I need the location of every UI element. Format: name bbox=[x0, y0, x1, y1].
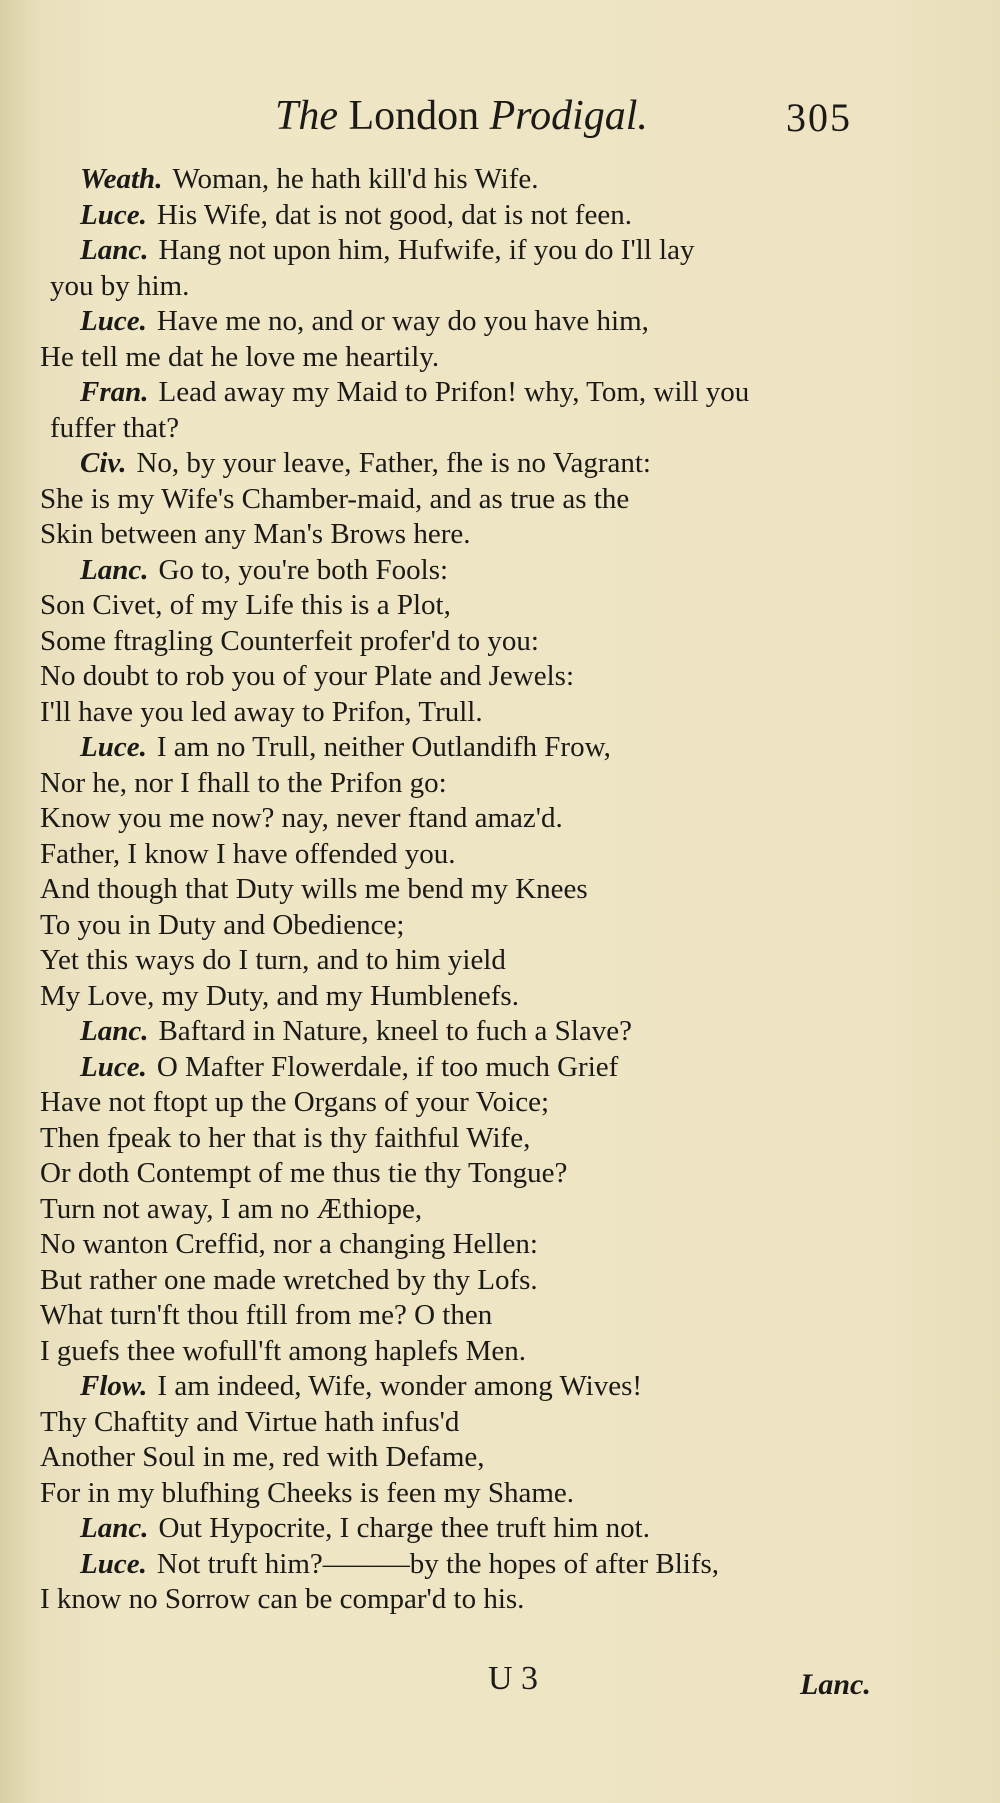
verse-line bbox=[0, 837, 1000, 873]
verse-line bbox=[0, 766, 1000, 802]
line-text: And though that Duty wills me bend my Knees bbox=[40, 873, 588, 905]
speech-line bbox=[0, 162, 1000, 198]
speaker-name: Fran. bbox=[80, 376, 149, 408]
line-text: you by him. bbox=[50, 269, 190, 302]
line-text: Know you me now? nay, never ftand amaz'd. bbox=[40, 802, 563, 834]
line-text: I am indeed, Wife, wonder among Wives! bbox=[157, 1370, 643, 1402]
speaker-name: Luce. bbox=[80, 305, 147, 337]
verse-line bbox=[0, 482, 1000, 518]
line-text: Then fpeak to her that is thy faithful Wife, bbox=[40, 1121, 531, 1154]
line-text: Have not ftopt up the Organs of your Voice; bbox=[40, 1086, 550, 1118]
page-number: 305 bbox=[786, 95, 852, 140]
speech-line bbox=[0, 446, 1000, 482]
verse-line bbox=[0, 1156, 1000, 1192]
verse-line bbox=[0, 411, 1000, 447]
verse-line bbox=[0, 269, 1000, 305]
running-title bbox=[275, 92, 648, 140]
verse-line bbox=[0, 979, 1000, 1015]
line-text: I am no Trull, neither Outlandifh Frow, bbox=[156, 731, 611, 763]
speaker-name: Lanc. bbox=[80, 234, 149, 266]
line-text: Some ftragling Counterfeit profer'd to you: bbox=[40, 624, 539, 657]
line-text: Or doth Contempt of me thus tie thy Tongue? bbox=[40, 1157, 568, 1189]
line-text: I know no Sorrow can be compar'd to his. bbox=[40, 1583, 525, 1615]
play-text bbox=[0, 162, 1000, 1618]
speaker-name: Luce. bbox=[80, 198, 147, 231]
line-text: Nor he, nor I fhall to the Prifon go: bbox=[40, 766, 447, 799]
speech-line bbox=[0, 233, 1000, 269]
verse-line bbox=[0, 1227, 1000, 1263]
speech-line bbox=[0, 553, 1000, 589]
line-text: Hang not upon him, Hufwife, if you do I'll lay bbox=[158, 234, 695, 266]
line-text: Baftard in Nature, kneel to fuch a Slave? bbox=[158, 1015, 632, 1047]
verse-line bbox=[0, 340, 1000, 376]
line-text: For in my blufhing Cheeks is feen my Shame. bbox=[40, 1476, 575, 1509]
speech-line bbox=[0, 1547, 1000, 1583]
speech-line bbox=[0, 1511, 1000, 1547]
line-text: No wanton Creffid, nor a changing Hellen: bbox=[40, 1228, 538, 1260]
speech-line bbox=[0, 198, 1000, 234]
verse-line bbox=[0, 1121, 1000, 1157]
line-text: Yet this ways do I turn, and to him yield bbox=[40, 944, 506, 976]
line-text: Son Civet, of my Life this is a Plot, bbox=[40, 589, 451, 621]
line-text: He tell me dat he love me heartily. bbox=[40, 340, 440, 373]
verse-line bbox=[0, 1334, 1000, 1370]
speech-line bbox=[0, 730, 1000, 766]
running-title-prodigal: Prodigal. bbox=[489, 93, 648, 139]
speaker-name: Civ. bbox=[80, 447, 127, 479]
speaker-name: Flow. bbox=[80, 1370, 148, 1402]
line-text: His Wife, dat is not good, dat is not feen. bbox=[156, 198, 632, 231]
verse-line bbox=[0, 695, 1000, 731]
verse-line bbox=[0, 1192, 1000, 1228]
verse-line bbox=[0, 872, 1000, 908]
line-text: She is my Wife's Chamber-maid, and as true as the bbox=[40, 482, 630, 515]
line-text: I guefs thee wofull'ft among haplefs Men. bbox=[40, 1334, 527, 1367]
verse-line bbox=[0, 588, 1000, 624]
speaker-name: Lanc. bbox=[80, 1512, 149, 1544]
signature-mark: U 3 bbox=[488, 1660, 539, 1697]
verse-line bbox=[0, 1085, 1000, 1121]
verse-line bbox=[0, 1405, 1000, 1441]
verse-line bbox=[0, 1263, 1000, 1299]
speech-line bbox=[0, 1014, 1000, 1050]
verse-line bbox=[0, 943, 1000, 979]
line-text: But rather one made wretched by thy Lofs. bbox=[40, 1263, 538, 1296]
line-text: Woman, he hath kill'd his Wife. bbox=[172, 163, 539, 195]
page-header bbox=[0, 92, 1000, 152]
speaker-name: Luce. bbox=[80, 1050, 147, 1083]
speaker-name: Weath. bbox=[80, 163, 163, 195]
running-title-the: The bbox=[275, 93, 338, 139]
line-text: Not truft him?———by the hopes of after Blifs, bbox=[156, 1547, 720, 1580]
running-title-london: London bbox=[348, 93, 480, 139]
verse-line bbox=[0, 659, 1000, 695]
line-text: O Mafter Flowerdale, if too much Grief bbox=[156, 1050, 619, 1083]
speech-line bbox=[0, 304, 1000, 340]
line-text: What turn'ft thou ftill from me? O then bbox=[40, 1299, 493, 1331]
verse-line bbox=[0, 801, 1000, 837]
verse-line bbox=[0, 1476, 1000, 1512]
line-text: Another Soul in me, red with Defame, bbox=[40, 1441, 485, 1473]
line-text: Have me no, and or way do you have him, bbox=[156, 305, 649, 337]
catchword: Lanc. bbox=[800, 1668, 871, 1701]
line-text: Skin between any Man's Brows here. bbox=[40, 518, 471, 550]
line-text: I'll have you led away to Prifon, Trull. bbox=[40, 695, 483, 728]
verse-line bbox=[0, 624, 1000, 660]
line-text: fuffer that? bbox=[50, 411, 180, 444]
line-text: Turn not away, I am no Æthiope, bbox=[40, 1192, 423, 1225]
verse-line bbox=[0, 517, 1000, 553]
speaker-name: Luce. bbox=[80, 1547, 147, 1580]
line-text: Thy Chaftity and Virtue hath infus'd bbox=[40, 1405, 460, 1438]
verse-line bbox=[0, 1440, 1000, 1476]
line-text: No, by your leave, Father, fhe is no Vagrant: bbox=[136, 447, 651, 479]
verse-line bbox=[0, 1582, 1000, 1618]
speech-line bbox=[0, 1050, 1000, 1086]
line-text: No doubt to rob you of your Plate and Jewels: bbox=[40, 660, 575, 692]
line-text: My Love, my Duty, and my Humblenefs. bbox=[40, 979, 519, 1012]
line-text: To you in Duty and Obedience; bbox=[40, 908, 405, 941]
speaker-name: Lanc. bbox=[80, 1015, 149, 1047]
line-text: Lead away my Maid to Prifon! why, Tom, will you bbox=[158, 376, 750, 408]
verse-line bbox=[0, 908, 1000, 944]
line-text: Father, I know I have offended you. bbox=[40, 837, 456, 870]
line-text: Out Hypocrite, I charge thee truft him not. bbox=[158, 1512, 650, 1544]
speaker-name: Lanc. bbox=[80, 553, 149, 586]
speech-line bbox=[0, 1369, 1000, 1405]
verse-line bbox=[0, 1298, 1000, 1334]
page-footer bbox=[0, 1660, 1000, 1710]
speaker-name: Luce. bbox=[80, 731, 147, 763]
line-text: Go to, you're both Fools: bbox=[158, 553, 449, 586]
speech-line bbox=[0, 375, 1000, 411]
